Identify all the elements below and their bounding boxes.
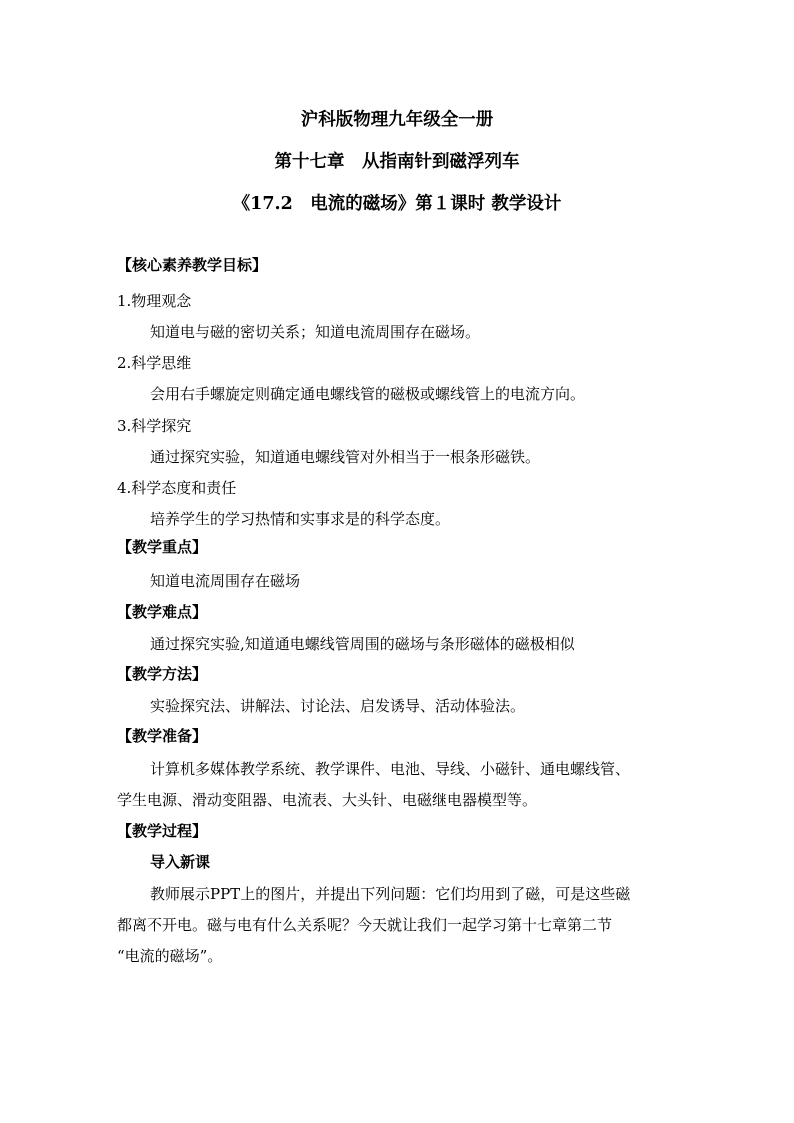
objective-label-1: 1.物理观念 — [117, 292, 192, 310]
difficulty-text: 通过探究实验,知道通电螺线管周围的磁场与条形磁体的磁极相似 — [150, 635, 575, 653]
process-text-line-3: “电流的磁场”。 — [117, 947, 223, 965]
methods-heading: 【教学方法】 — [117, 665, 208, 683]
objective-label-3: 3.科学探究 — [117, 417, 192, 435]
process-text-line-1: 教师展示PPT上的图片，并提出下列问题：它们均用到了磁，可是这些磁 — [150, 885, 631, 903]
preparation-text-line-1: 计算机多媒体教学系统、教学课件、电池、导线、小磁针、通电螺线管、 — [150, 760, 631, 778]
preparation-text-line-2: 学生电源、滑动变阻器、电流表、大头针、电磁继电器模型等。 — [117, 791, 538, 809]
preparation-heading: 【教学准备】 — [117, 727, 208, 745]
objective-text-3: 通过探究实验，知道通电螺线管对外相当于一根条形磁铁。 — [150, 448, 541, 466]
objective-text-4: 培养学生的学习热情和实事求是的科学态度。 — [150, 510, 451, 528]
objective-label-2: 2.科学思维 — [117, 354, 192, 372]
objective-text-1: 知道电与磁的密切关系；知道电流周围存在磁场。 — [150, 323, 481, 341]
objectives-heading: 【核心素养教学目标】 — [117, 256, 268, 274]
key-point-heading: 【教学重点】 — [117, 538, 208, 556]
lesson-title: 《17.2 电流的磁场》第１课时 教学设计 — [232, 194, 562, 214]
process-heading: 【教学过程】 — [117, 822, 208, 840]
difficulty-heading: 【教学难点】 — [117, 603, 208, 621]
objective-label-4: 4.科学态度和责任 — [117, 479, 237, 497]
process-text-line-2: 都离不开电。磁与电有什么关系呢？今天就让我们一起学习第十七章第二节 — [117, 916, 613, 934]
key-point-text: 知道电流周围存在磁场 — [150, 572, 301, 590]
objective-text-2: 会用右手螺旋定则确定通电螺线管的磁极或螺线管上的电流方向。 — [150, 385, 586, 403]
process-sub-heading: 导入新课 — [150, 853, 211, 871]
methods-text: 实验探究法、讲解法、讨论法、启发诱导、活动体验法。 — [150, 697, 526, 715]
textbook-title: 沪科版物理九年级全一册 — [300, 110, 494, 130]
chapter-title: 第十七章 从指南针到磁浮列车 — [274, 152, 520, 172]
